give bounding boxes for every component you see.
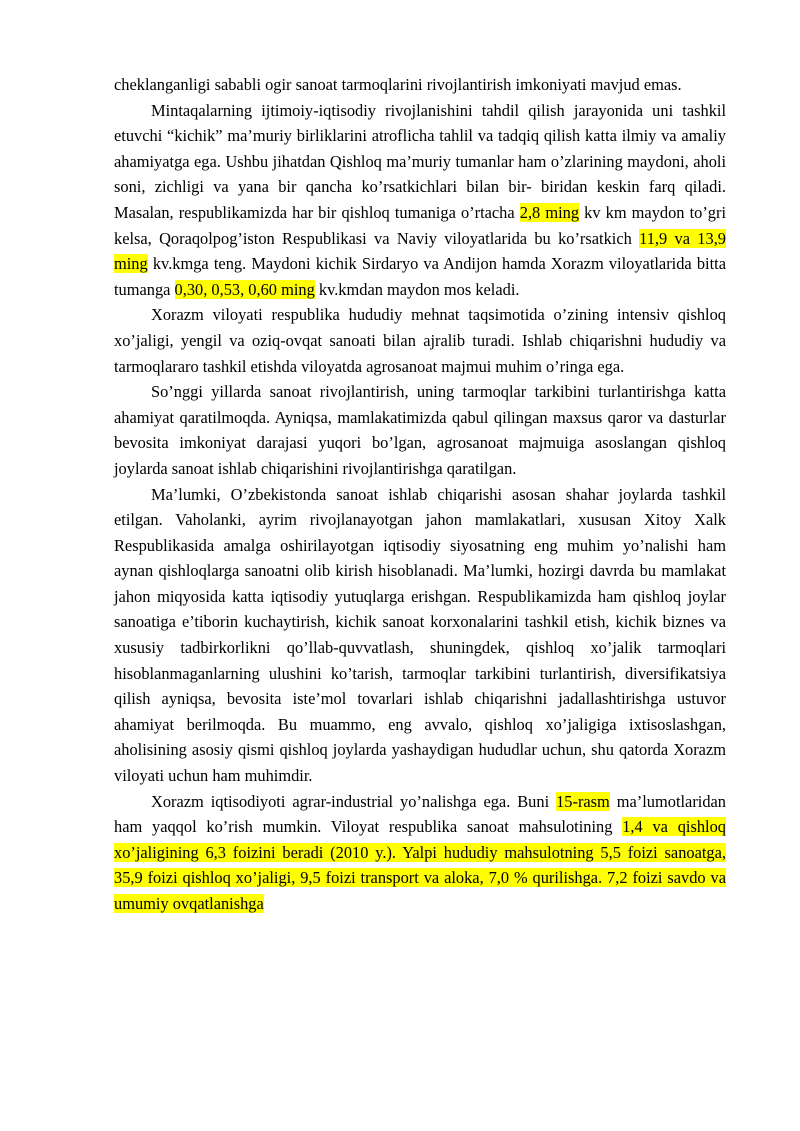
document-page (114, 72, 726, 917)
highlighted-text: 15-rasm (556, 791, 610, 811)
text-segment: Xorazm viloyati respublika hududiy mehnat taqsimotida o’zining intensiv qishloq xo’jaligi, yengil va oziq-ovqat sanoati bilan ajralib turadi. Ishlab chiqarishni hududiy va tarmoqlararo tashkil etishda viloyatda agrosanoat majmui muhim o’ringa ega. (114, 305, 726, 376)
text-segment: So’nggi yillarda sanoat rivojlantirish, uning tarmoqlar tarkibini turlantirishga katta ahamiyat qaratilmoqda. Ayniqsa, mamlakatimizda qabul qilingan maxsus qaror va dasturlar bevosita imkoniyat darajasi yuqori bo’lgan, agrosanoat majmuiga asoslangan qishloq joylarda sanoat ishlab chiqarishini rivojlantirishga qaratilgan. (114, 382, 726, 478)
text-segment: kv.kmdan maydon mos keladi. (314, 279, 520, 299)
highlighted-text: 0,30, 0,53, 0,60 ming (174, 279, 315, 299)
paragraph-5 (114, 482, 726, 789)
text-segment: cheklanganligi sababli ogir sanoat tarmoqlarini rivojlantirish imkoniyati mavjud emas. (114, 75, 682, 94)
highlighted-text: 1,4 va qishloq xo’jaligining 6,3 foizini beradi (2010 y.). Yalpi hududiy mahsulotning 5,5 foizi sanoatga, 35,9 foizi qishloq xo’jaligi, 9,5 foizi transport va aloka, 7,0 % qurilishga. 7,2 foizi savdo va umumiy ovqatlanishga (114, 817, 727, 913)
text-segment: Xorazm iqtisodiyoti agrar-industrial yo’nalishga ega. Buni (151, 791, 557, 811)
paragraph-4 (114, 379, 726, 481)
text-segment: Ma’lumki, O’zbekistonda sanoat ishlab chiqarishi asosan shahar joylarda tashkil etilgan. Vaholanki, ayrim rivojlanayotgan jahon mamlakatlari, xususan Xitoy Xalk Respublikasida amalga oshirilayotgan iqtisodiy siyosatning eng muhim yo’nalishi ham aynan qishloqlarga sanoatni olib kirish hisoblanadi. Ma’lumki, hozirgi davrda bu mamlakat jahon miqyosida katta iqtisodiy yutuqlarga erishgan. Respublikamizda ham qishloq joylar sanoatiga e’tiborin kuchaytirish, kichik sanoat korxonalarini tashkil etish, kichik biznes va xususiy tadbirkorlikni qo’llab-quvvatlash, shuningdek, qishloq xo’jalik tarmoqlari hisoblanmaganlarning ulushini ko’tarish, tarmoqlar tarkibini turlantirish, diversifikatsiya qilish ayniqsa, bevosita iste’mol tovarlari ishlab chiqarishni jadallashtirishga ustuvor ahamiyat berilmoqda. Bu muammo, eng avvalo, qishloq xo’jaligiga ixtisoslashgan, aholisining asosiy qismi qishloq joylarda yashaydigan hududlar uchun, shu qatorda Xorazm viloyati uchun ham muhimdir. (114, 484, 726, 786)
paragraph-2 (114, 98, 726, 303)
text-segment: kv km maydon to’gri kelsa, Qoraqolpog’iston Respublikasi va Naviy viloyatlarida bu ko’rsatkich (114, 202, 727, 248)
highlighted-text: 2,8 ming (519, 202, 580, 222)
text-segment: Mintaqalarning ijtimoiy-iqtisodiy rivojlanishini tahdil qilish jarayonida uni tashkil etuvchi “kichik” ma’muriy birliklarini atroflicha tahlil va tadqiq qilish katta ilmiy va amaliy ahamiyatga ega. Ushbu jihatdan Qishloq ma’muriy tumanlar ham o’zlarining maydoni, aholi soni, zichligi va yana bir qancha ko’rsatkichlari bilan bir- biridan keskin farq qiladi. Masalan, respublikamizda har bir qishloq tumaniga o’rtacha (114, 100, 726, 222)
paragraph-3 (114, 302, 726, 379)
paragraph-1 (114, 72, 726, 98)
text-segment: ma’lumotlaridan ham yaqqol ko’rish mumkin. Viloyat respublika sanoat mahsulotining (114, 791, 727, 837)
highlighted-text: 11,9 va 13,9 ming (114, 228, 726, 274)
text-segment: kv.kmga teng. Maydoni kichik Sirdaryo va Andijon hamda Xorazm viloyatlarida bitta tumanga (114, 254, 726, 299)
paragraph-6 (114, 789, 726, 917)
